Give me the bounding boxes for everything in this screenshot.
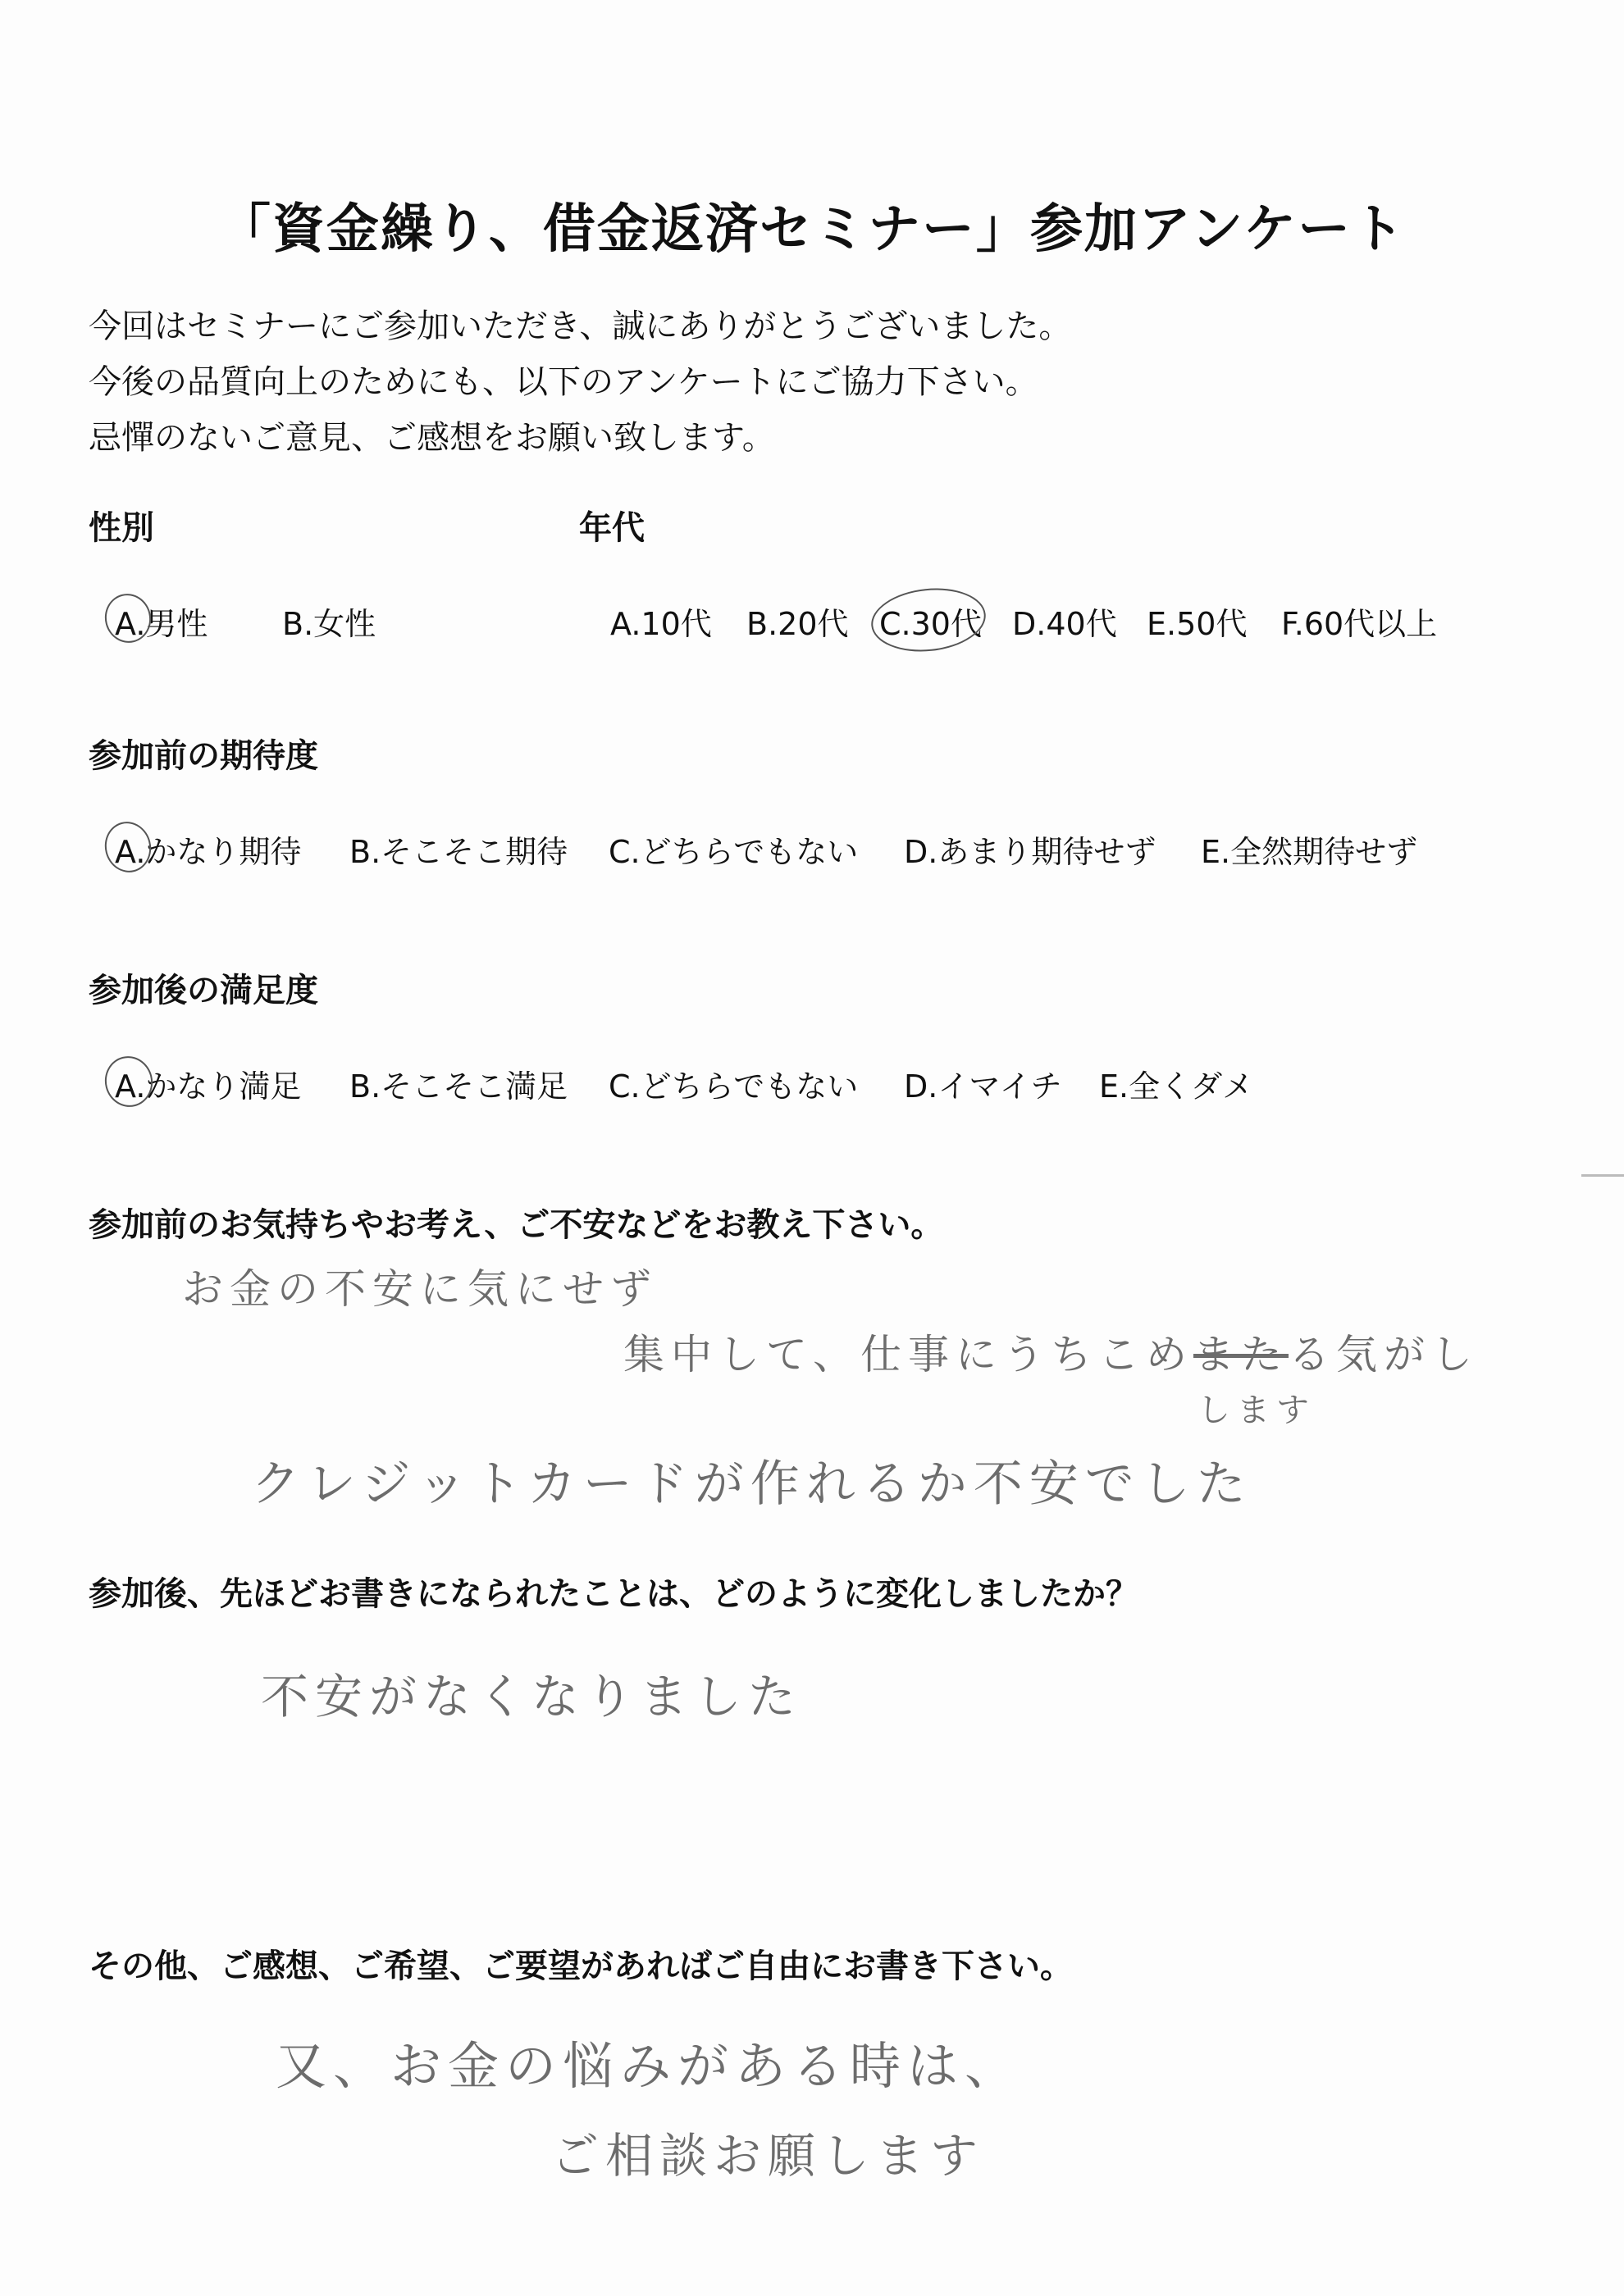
satisfaction-option-d[interactable]: D.イマイチ [904, 1068, 1062, 1105]
intro-line: 忌憚のないご意見、ご感想をお願い致します。 [89, 419, 775, 457]
handwritten-answer: 又、お金の悩みがある時は、 [276, 2036, 1023, 2096]
q-before-heading: 参加前のお気持ちやお考え、ご不安などをお教え下さい。 [89, 1206, 944, 1244]
age-option-b[interactable]: B.20代 [746, 606, 849, 642]
expectation-option-e[interactable]: E.全然期待せず [1201, 834, 1418, 870]
struck-text: また [1193, 1331, 1289, 1378]
age-option-f[interactable]: F.60代以上 [1281, 606, 1438, 642]
handwritten-answer: クレジットカードが作れるか不安でした [251, 1456, 1252, 1513]
answer-text: 集中して、仕事にうちこめ [623, 1331, 1193, 1378]
gender-heading: 性別 [89, 509, 154, 547]
age-option-c[interactable]: C.30代 [879, 606, 982, 642]
handwritten-answer: お金の不安に気にせず [182, 1265, 658, 1313]
handwritten-answer: 不安がなくなりました [261, 1669, 803, 1724]
q-other-heading: その他、ご感想、ご希望、ご要望があればご自由にお書き下さい。 [89, 1947, 1073, 1985]
gender-option-b[interactable]: B.女性 [282, 606, 376, 642]
expectation-option-a[interactable]: A.かなり期待 [115, 834, 302, 870]
age-option-a[interactable]: A.10代 [610, 606, 712, 642]
answer-text: る気がし [1289, 1331, 1479, 1378]
selection-circle [868, 583, 988, 657]
expectation-option-c[interactable]: C.どちらでもない [609, 834, 859, 870]
age-heading: 年代 [579, 509, 645, 547]
satisfaction-option-b[interactable]: B.そこそこ満足 [349, 1068, 568, 1105]
expectation-heading: 参加前の期待度 [89, 737, 318, 775]
satisfaction-option-c[interactable]: C.どちらでもない [609, 1068, 859, 1105]
gender-option-a[interactable]: A.男性 [115, 606, 208, 642]
satisfaction-option-e[interactable]: E.全くダメ [1099, 1068, 1254, 1105]
expectation-option-d[interactable]: D.あまり期待せず [904, 834, 1156, 870]
handwritten-answer: します [1197, 1392, 1316, 1429]
scan-mark [1581, 1174, 1624, 1177]
intro-line: 今回はセミナーにご参加いただき、誠にありがとうございました。 [89, 308, 1072, 345]
expectation-option-b[interactable]: B.そこそこ期待 [349, 834, 568, 870]
page-title: 「資金繰り、借金返済セミナー」参加アンケート [217, 199, 1407, 260]
satisfaction-heading: 参加後の満足度 [89, 972, 318, 1009]
intro-text [89, 298, 1071, 466]
q-after-heading: 参加後、先ほどお書きになられたことは、どのように変化しましたか？ [89, 1575, 1138, 1613]
age-option-d[interactable]: D.40代 [1012, 606, 1117, 642]
satisfaction-option-a[interactable]: A.かなり満足 [115, 1068, 302, 1105]
age-option-e[interactable]: E.50代 [1147, 606, 1248, 642]
handwritten-answer [623, 1322, 1479, 1381]
intro-line: 今後の品質向上のためにも、以下のアンケートにご協力下さい。 [89, 363, 1038, 401]
handwritten-answer: ご相談お願します [551, 2128, 985, 2184]
